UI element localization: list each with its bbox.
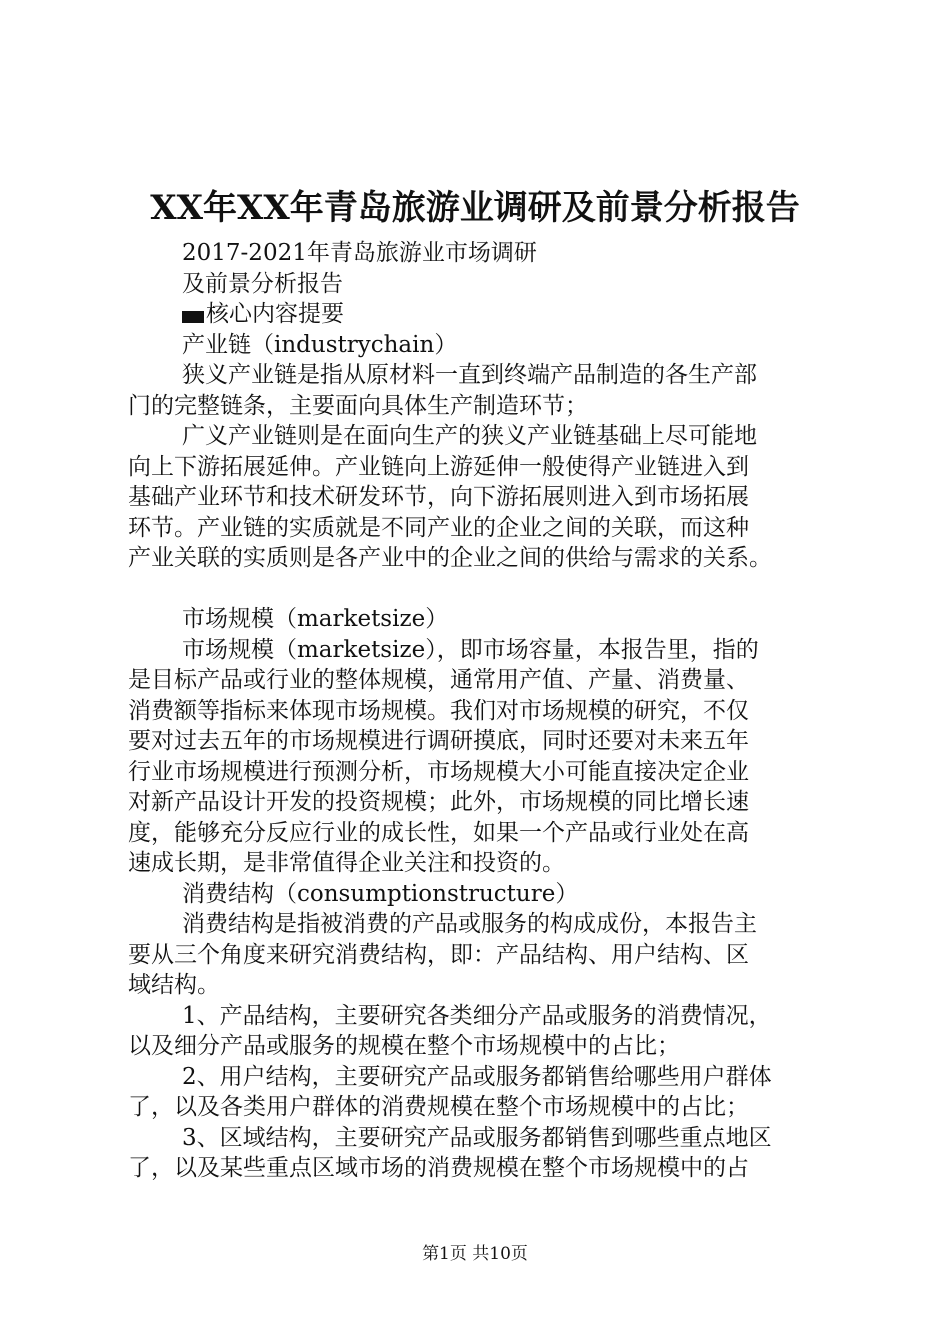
paragraph-line: 度，能够充分反应行业的成长性，如果一个产品或行业处在高 <box>128 819 749 846</box>
black-square-icon <box>182 311 204 323</box>
paragraph-line: 市场规模（marketsize），即市场容量，本报告里，指的 <box>182 636 759 663</box>
page-footer: 第1页 共10页 <box>422 1244 528 1264</box>
document-title: XX年XX年青岛旅游业调研及前景分析报告 <box>150 188 800 228</box>
paragraph-line: 向上下游拓展延伸。产业链向上游延伸一般使得产业链进入到 <box>128 453 749 480</box>
paragraph-line: 了，以及某些重点区域市场的消费规模在整个市场规模中的占 <box>128 1155 749 1181</box>
paragraph-line: 对新产品设计开发的投资规模；此外，市场规模的同比增长速 <box>128 789 749 815</box>
paragraph-line: 3、区域结构，主要研究产品或服务都销售到哪些重点地区 <box>182 1124 772 1151</box>
section-heading-market-size: 市场规模（marketsize） <box>182 606 449 632</box>
core-heading-text: 核心内容提要 <box>206 301 344 327</box>
paragraph-line: 1、产品结构，主要研究各类细分产品或服务的消费情况， <box>182 1002 772 1029</box>
paragraph-line: 了，以及各类用户群体的消费规模在整个市场规模中的占比； <box>128 1094 749 1120</box>
paragraph-line: 2、用户结构，主要研究产品或服务都销售给哪些用户群体 <box>182 1063 772 1090</box>
paragraph-line: 行业市场规模进行预测分析，市场规模大小可能直接决定企业 <box>128 758 749 785</box>
section-heading-industry-chain: 产业链（industrychain） <box>182 331 458 358</box>
paragraph-line: 门的完整链条，主要面向具体生产制造环节； <box>128 392 588 419</box>
paragraph-line: 域结构。 <box>128 972 220 998</box>
paragraph-line: 以及细分产品或服务的规模在整个市场规模中的占比； <box>128 1033 680 1059</box>
paragraph-line: 是目标产品或行业的整体规模，通常用产值、产量、消费量、 <box>128 667 749 693</box>
section-heading-consumption-structure: 消费结构（consumptionstructure） <box>182 880 579 907</box>
core-heading <box>128 299 848 330</box>
subtitle-line: 及前景分析报告 <box>182 270 343 297</box>
paragraph-line: 要从三个角度来研究消费结构，即：产品结构、用户结构、区 <box>128 941 749 968</box>
paragraph-line: 产业关联的实质则是各产业中的企业之间的供给与需求的关系。 <box>128 545 772 571</box>
paragraph-line: 狭义产业链是指从原材料一直到终端产品制造的各生产部 <box>182 362 757 388</box>
document-body <box>128 238 848 1184</box>
paragraph-line: 要对过去五年的市场规模进行调研摸底，同时还要对未来五年 <box>128 728 749 754</box>
paragraph-line: 消费额等指标来体现市场规模。我们对市场规模的研究，不仅 <box>128 697 749 724</box>
paragraph-line: 环节。产业链的实质就是不同产业的企业之间的关联，而这种 <box>128 514 749 541</box>
paragraph-line: 基础产业环节和技术研发环节，向下游拓展则进入到市场拓展 <box>128 484 749 510</box>
paragraph-line: 速成长期，是非常值得企业关注和投资的。 <box>128 850 565 876</box>
paragraph-line: 消费结构是指被消费的产品或服务的构成成份，本报告主 <box>182 911 757 937</box>
blank-line <box>128 574 848 605</box>
paragraph-line: 广义产业链则是在面向生产的狭义产业链基础上尽可能地 <box>182 423 757 449</box>
subtitle-line: 2017-2021年青岛旅游业市场调研 <box>182 240 537 266</box>
